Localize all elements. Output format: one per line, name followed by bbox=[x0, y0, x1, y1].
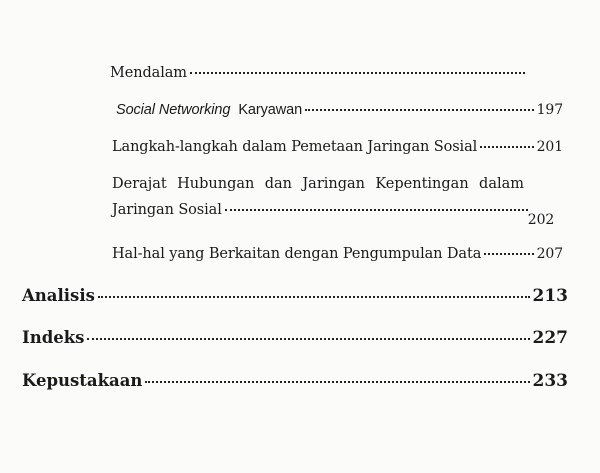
toc-page-number: 213 bbox=[532, 285, 568, 306]
toc-chapter-indeks bbox=[22, 326, 568, 348]
toc-page-number: 227 bbox=[532, 327, 568, 348]
toc-entry-social-networking bbox=[116, 99, 563, 118]
dot-leader bbox=[98, 284, 530, 301]
toc-chapter-label: Kepustakaan bbox=[22, 370, 143, 390]
toc-page-number: 197 bbox=[536, 101, 563, 118]
toc-entry-label: Langkah-langkah dalam Pemetaan Jaringan Sosial bbox=[112, 138, 478, 155]
toc-entry-derajat-line1: Derajat Hubungan dan Jaringan Kepentingan dalam bbox=[112, 176, 524, 192]
toc-chapter-kepustakaan bbox=[22, 369, 568, 391]
dot-leader bbox=[190, 62, 525, 77]
toc-entry-label: Hal-hal yang Berkaitan dengan Pengumpulan Data bbox=[112, 245, 482, 262]
toc-page-number: 202 bbox=[527, 211, 555, 228]
dot-leader bbox=[225, 199, 528, 214]
toc-chapter-label: Indeks bbox=[22, 327, 85, 347]
toc-page-number: 233 bbox=[532, 370, 568, 391]
toc-entry-derajat-line2 bbox=[112, 199, 563, 228]
dot-leader bbox=[145, 369, 529, 386]
toc-entry-langkah bbox=[112, 136, 563, 155]
toc-page-number: 207 bbox=[536, 245, 563, 262]
dot-leader bbox=[87, 326, 529, 343]
dot-leader bbox=[484, 243, 533, 258]
toc-entry-label: Mendalam bbox=[110, 64, 187, 81]
toc-entry-label: Jaringan Sosial bbox=[112, 201, 222, 218]
toc-entry-label-italic: Social Networking bbox=[116, 101, 231, 118]
toc-chapter-analisis bbox=[22, 284, 568, 306]
toc-chapter-label: Analisis bbox=[22, 285, 95, 305]
toc-entry-mendalam bbox=[110, 62, 528, 81]
toc-entry-hal-hal bbox=[112, 243, 563, 262]
toc-page-number: 201 bbox=[536, 138, 563, 155]
dot-leader bbox=[305, 99, 534, 114]
dot-leader bbox=[480, 136, 533, 151]
toc-entry-label: Karyawan bbox=[238, 101, 303, 118]
